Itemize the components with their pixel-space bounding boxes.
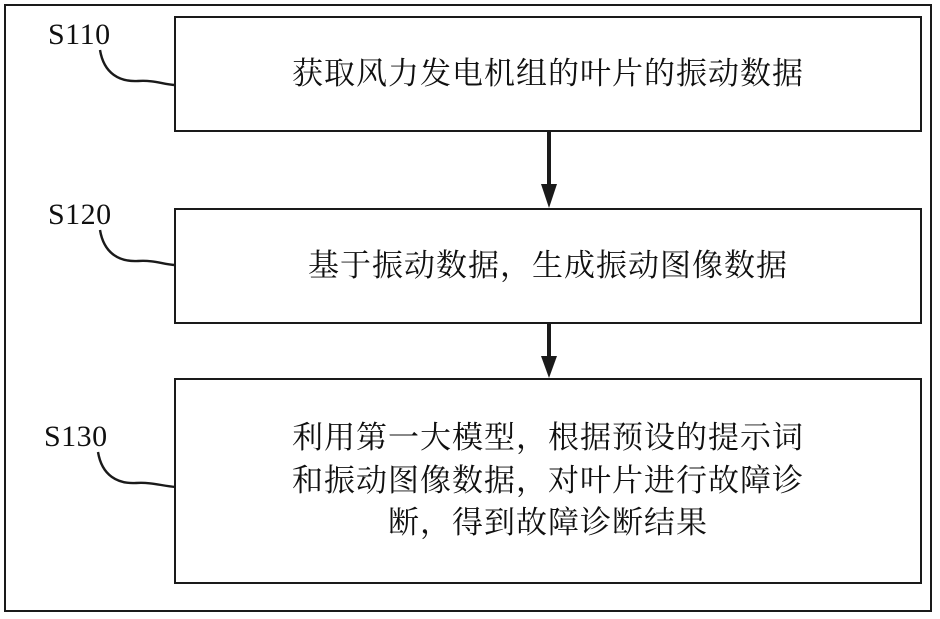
step-box-s110[interactable]: [174, 16, 922, 132]
step-text-s120: 基于振动数据，生成振动图像数据: [308, 247, 788, 283]
connector-arrow-s110-to-s120: [540, 132, 558, 208]
step-box-s120[interactable]: [174, 208, 922, 324]
step-label-s130: S130: [44, 420, 108, 453]
step-label-s120: S120: [48, 198, 112, 231]
step-box-s130[interactable]: [174, 378, 922, 584]
step-text-s110: 获取风力发电机组的叶片的振动数据: [292, 55, 804, 91]
step-label-s110: S110: [48, 18, 111, 51]
connector-arrow-s120-to-s130: [540, 324, 558, 378]
step-text-s130: 利用第一大模型，根据预设的提示词 和振动图像数据，对叶片进行故障诊 断，得到故障诊断结果: [292, 419, 804, 541]
